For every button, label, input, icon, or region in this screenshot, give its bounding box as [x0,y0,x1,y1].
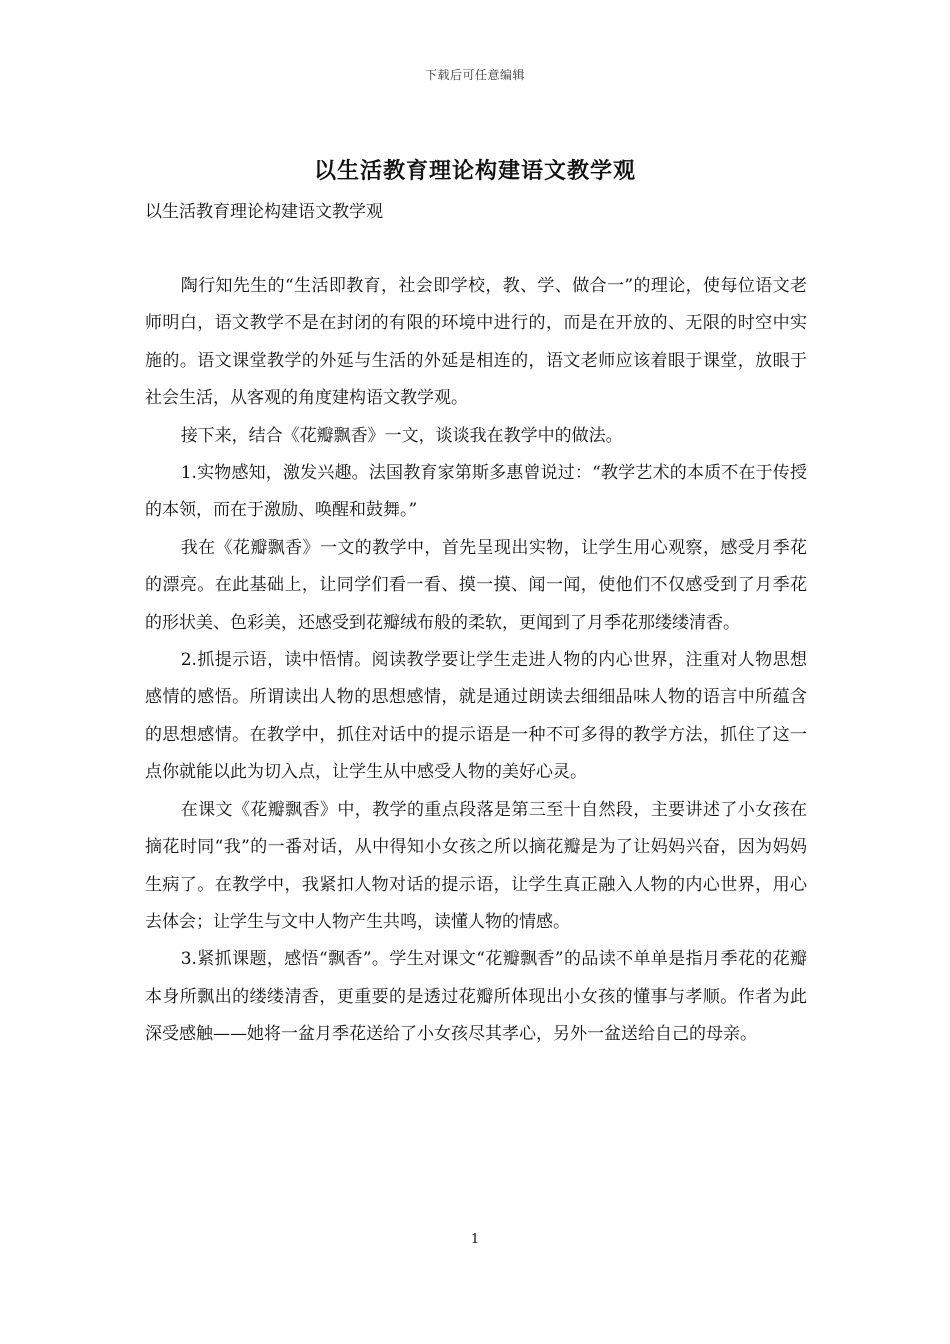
body-paragraph: 3.紧抓课题，感悟“飘香”。学生对课文“花瓣飘香”的品读不单单是指月季花的花瓣本身所飘出的缕缕清香，更重要的是透过花瓣所体现出小女孩的懂事与孝顺。作者为此深受感触——她将一盆月季花送给了小女孩尽其孝心，另外一盆送给自己的母亲。 [145,949,807,1045]
body-paragraph: 陶行知先生的“生活即教育，社会即学校，教、学、做合一”的理论，使每位语文老师明白，语文教学不是在封闭的有限的环境中进行的，而是在开放的、无限的时空中实施的。语文课堂教学的外延与生活的外延是相连的，语文老师应该着眼于课堂，放眼于社会生活，从客观的角度建构语文教学观。 [145,276,807,409]
document-subtitle: 以生活教育理论构建语文教学观 [145,202,383,222]
page-header-note: 下载后可任意编辑 [424,68,525,82]
body-paragraph: 接下来，结合《花瓣飘香》一文，谈谈我在教学中的做法。 [180,425,623,446]
body-paragraph: 2.抓提示语，读中悟情。阅读教学要让学生走进人物的内心世界，注重对人物思想感情的感悟。所谓读出人物的思想感情，就是通过朗读去细细品味人物的语言中所蕴含的思想感情。在教学中，抓住对话中的提示语是一种不可多得的教学方法，抓住了这一点你就能以此为切入点，让学生从中感受人物的美好心灵。 [145,650,807,783]
body-paragraph: 我在《花瓣飘香》一文的教学中，首先呈现出实物，让学生用心观察，感受月季花的漂亮。在此基础上，让同学们看一看、摸一摸、闻一闻，使他们不仅感受到了月季花的形状美、色彩美，还感受到花瓣绒布般的柔软，更闻到了月季花那缕缕清香。 [145,537,807,633]
page-number: 1 [470,1232,480,1247]
document-title: 以生活教育理论构建语文教学观 [313,158,636,184]
body-paragraph: 在课文《花瓣飘香》中，教学的重点段落是第三至十自然段，主要讲述了小女孩在摘花时同“我”的一番对话，从中得知小女孩之所以摘花瓣是为了让妈妈兴奋，因为妈妈生病了。在教学中，我紧扣人物对话的提示语，让学生真正融入人物的内心世界，用心去体会；让学生与文中人物产生共鸣，读懂人物的情感。 [145,799,807,932]
document-body [145,268,807,1054]
body-paragraph: 1.实物感知，激发兴趣。法国教育家第斯多惠曾说过：“教学艺术的本质不在于传授的本领，而在于激励、唤醒和鼓舞。” [145,463,807,521]
